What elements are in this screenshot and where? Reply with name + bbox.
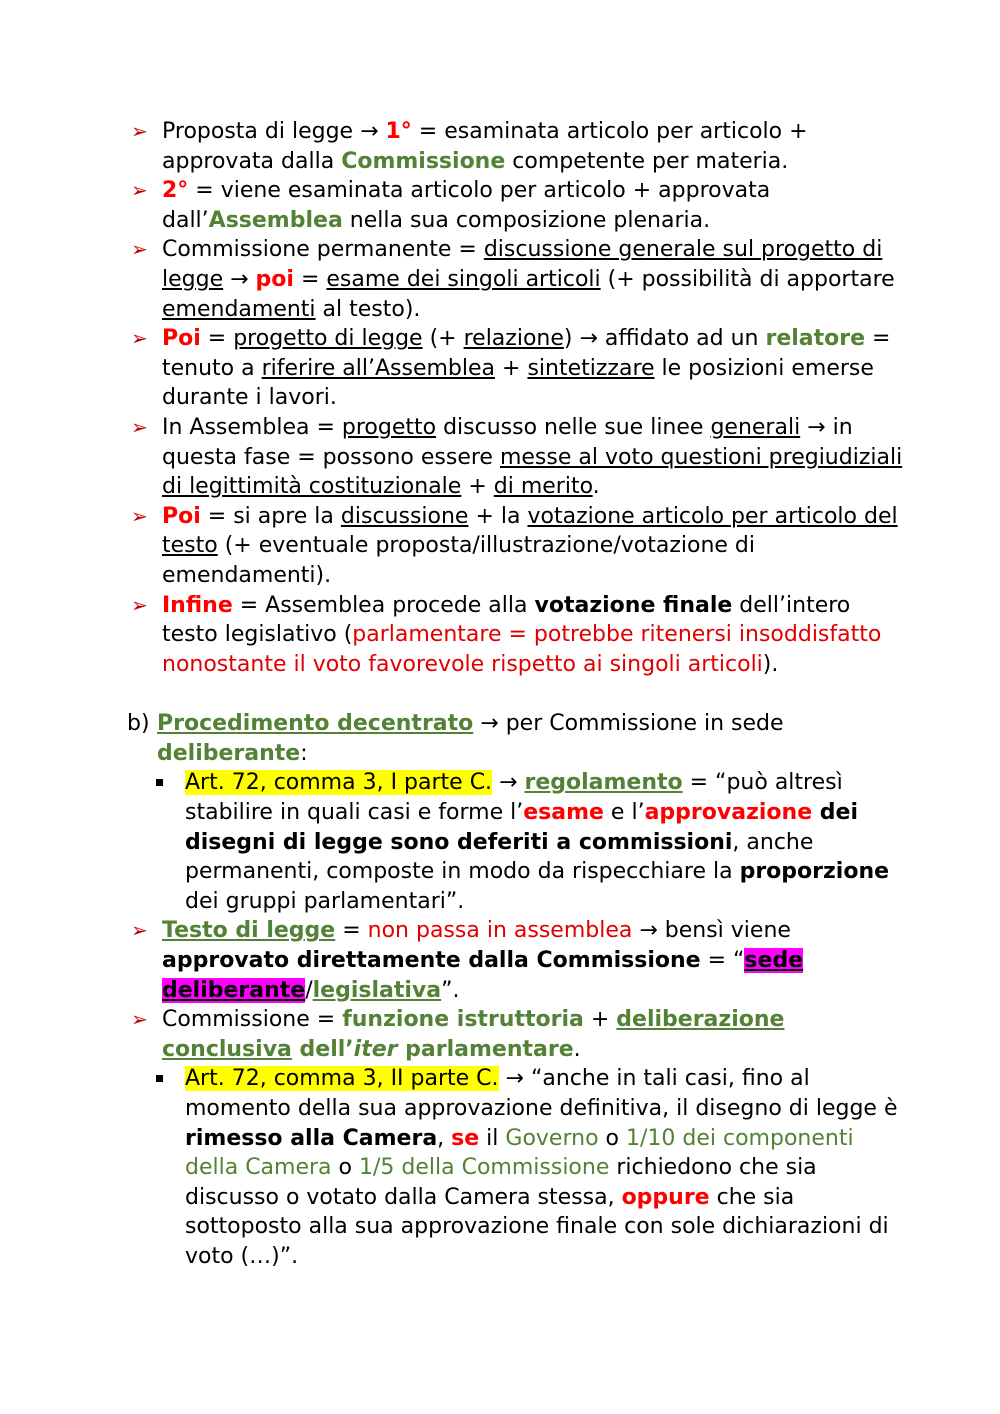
text-run: dell’intero testo legislativo (: [162, 592, 851, 648]
text-run: poi: [255, 266, 294, 292]
text-run: se: [451, 1125, 480, 1151]
text-run: discussione: [340, 503, 469, 529]
text-run: funzione istruttoria: [342, 1007, 584, 1033]
text-run: iter: [353, 1036, 398, 1062]
bullet-item-8: [0, 916, 907, 1005]
text-run: generali: [710, 414, 801, 440]
text-run: relazione: [463, 326, 564, 352]
text-run: + la: [468, 503, 528, 529]
text-run: dei gruppi parlamentari”.: [185, 888, 465, 914]
text-run: = Assemblea procede alla: [232, 592, 535, 618]
text-run: → bensì viene: [632, 918, 791, 944]
text-run: esame dei singoli articoli: [326, 266, 601, 292]
text-run: relatore: [765, 326, 866, 352]
text-run: (+: [422, 326, 464, 352]
text-run: ) → affidato ad un: [563, 326, 766, 352]
section-label: b): [127, 711, 150, 737]
bullet-item-7: [0, 591, 907, 680]
arrowhead-icon: ➢: [131, 414, 148, 439]
text-run: di merito: [493, 474, 593, 500]
text-run: Poi: [162, 503, 201, 529]
text-run: =: [200, 326, 234, 352]
text-run: parlamentare: [397, 1036, 574, 1062]
text-run: (+ eventuale proposta/illustrazione/votazione di emendamenti).: [162, 533, 755, 588]
text-run: 1/5 della Commissione: [359, 1155, 610, 1181]
text-run: = viene esaminata articolo per articolo + approvata dall’: [162, 178, 771, 233]
text-run: rimesso alla Camera: [185, 1125, 438, 1151]
text-run: oppure: [621, 1184, 710, 1210]
arrowhead-icon: ➢: [131, 237, 148, 262]
text-run: = tenuto a: [162, 326, 891, 381]
text-run: discussione generale sul progetto di legge: [162, 237, 883, 292]
text-run: approvazione: [644, 800, 813, 826]
text-run: Infine: [162, 592, 233, 618]
text-run: (+ possibilità di apportare: [600, 266, 895, 292]
bullet-item-9: [0, 1005, 907, 1064]
text-run: +: [583, 1007, 617, 1033]
text-run: :: [300, 740, 308, 766]
text-run: emendamenti: [162, 296, 316, 322]
sub-bullet-item-2: [0, 1064, 905, 1271]
text-run: In Assemblea =: [162, 414, 342, 440]
text-run: Commissione =: [162, 1007, 343, 1033]
square-bullet-icon: [156, 779, 163, 786]
text-run: che sia sottoposto alla sua approvazione finale con sole dichiarazioni di voto (…)”.: [185, 1184, 889, 1269]
text-run: .: [592, 474, 600, 500]
text-run: Commissione permanente =: [162, 237, 484, 263]
text-run: richiedono che sia discusso o votato dalla Camera stessa,: [185, 1155, 817, 1210]
section-b-heading: [0, 709, 907, 768]
bullet-item-4: [0, 324, 907, 413]
text-run: ).: [762, 651, 779, 677]
text-run: = “può altresì stabilire in quali casi e forme l’: [185, 770, 843, 826]
text-run: deliberazione conclusiva: [162, 1007, 785, 1062]
text-run: Poi: [162, 326, 201, 352]
text-run: progetto: [341, 414, 437, 440]
text-run: Assemblea: [208, 207, 343, 233]
text-run: =: [293, 266, 327, 292]
bullet-item-1: [0, 117, 907, 176]
text-run: deliberante: [157, 740, 301, 766]
text-run: competente per materia.: [505, 148, 789, 174]
text-run: = si apre la: [200, 503, 341, 529]
text-run: 2°: [162, 178, 189, 204]
text-run: +: [461, 474, 494, 500]
text-run: 1°: [385, 119, 412, 144]
arrowhead-icon: ➢: [131, 1007, 148, 1032]
bullet-item-2: [0, 176, 907, 235]
text-run: =: [335, 918, 368, 944]
arrowhead-icon: ➢: [131, 503, 148, 528]
text-run: approvato direttamente dalla Commissione: [162, 948, 701, 974]
text-run: Governo: [505, 1125, 599, 1151]
bullet-item-6: [0, 502, 907, 591]
text-run: proporzione: [739, 859, 890, 885]
text-run: +: [495, 355, 528, 381]
text-run: o: [331, 1155, 359, 1181]
text-run: = “: [700, 948, 745, 974]
sub-bullet-item-1: [0, 768, 905, 916]
text-run: 1/10 dei componenti della Camera: [185, 1125, 854, 1181]
text-run: dei disegni di legge sono deferiti a commissioni: [185, 800, 858, 855]
text-run: regolamento: [524, 770, 683, 796]
text-run: legislativa: [312, 977, 442, 1003]
text-run: votazione finale: [534, 592, 733, 618]
text-run: → in questa fase = possono essere: [162, 414, 853, 470]
text-run: Testo di legge: [162, 918, 336, 944]
arrowhead-icon: ➢: [131, 918, 148, 943]
text-run: →: [492, 770, 525, 796]
text-run: → “anche in tali casi, fino al momento della sua approvazione definitiva, il disegno di legge è: [185, 1066, 898, 1121]
text-run: non passa in assemblea: [367, 918, 633, 944]
text-run: .: [573, 1036, 581, 1062]
text-run: , anche permanenti, composte in modo da rispecchiare la: [185, 829, 814, 885]
text-run: discusso nelle sue linee: [436, 414, 711, 440]
bullet-item-5: [0, 413, 907, 502]
text-run: Art. 72, comma 3, II parte C.: [185, 1066, 499, 1092]
text-run: /: [305, 977, 313, 1003]
text-run: riferire all’Assemblea: [261, 355, 496, 381]
text-run: → per Commissione in sede: [473, 711, 784, 737]
arrowhead-icon: ➢: [131, 592, 148, 617]
text-run: esame: [523, 800, 604, 826]
arrowhead-icon: ➢: [131, 119, 148, 143]
text-run: il: [479, 1125, 506, 1151]
text-run: = esaminata articolo per articolo + approvata dalla: [162, 119, 808, 174]
text-run: parlamentare = potrebbe ritenersi insoddisfatto nonostante il voto favorevole rispetto ai singoli articoli: [162, 622, 882, 677]
text-run: al testo).: [315, 296, 421, 322]
arrowhead-icon: ➢: [131, 326, 148, 351]
square-bullet-icon: [156, 1075, 163, 1082]
text-run: dell’: [291, 1036, 354, 1062]
text-run: sede deliberante: [162, 948, 804, 1003]
text-run: →: [223, 266, 256, 292]
text-run: messe al voto questioni pregiudiziali di legittimità costituzionale: [162, 444, 903, 500]
arrowhead-icon: ➢: [131, 178, 148, 203]
text-run: progetto di legge: [233, 326, 423, 352]
text-run: e l’: [603, 800, 645, 826]
text-run: Art. 72, comma 3, I parte C.: [185, 770, 493, 796]
text-run: sintetizzare: [527, 355, 655, 381]
text-run: Proposta di legge →: [162, 119, 386, 144]
text-run: votazione articolo per articolo del testo: [162, 503, 898, 559]
text-run: Procedimento decentrato: [157, 711, 474, 737]
text-run: ”.: [441, 977, 460, 1003]
text-run: ,: [437, 1125, 452, 1151]
bullet-item-3: [0, 235, 907, 324]
text-run: le posizioni emerse durante i lavori.: [162, 355, 874, 411]
document-content: [0, 117, 1000, 1272]
text-run: Commissione: [341, 148, 506, 174]
text-run: o: [598, 1125, 626, 1151]
text-run: nella sua composizione plenaria.: [342, 207, 711, 233]
